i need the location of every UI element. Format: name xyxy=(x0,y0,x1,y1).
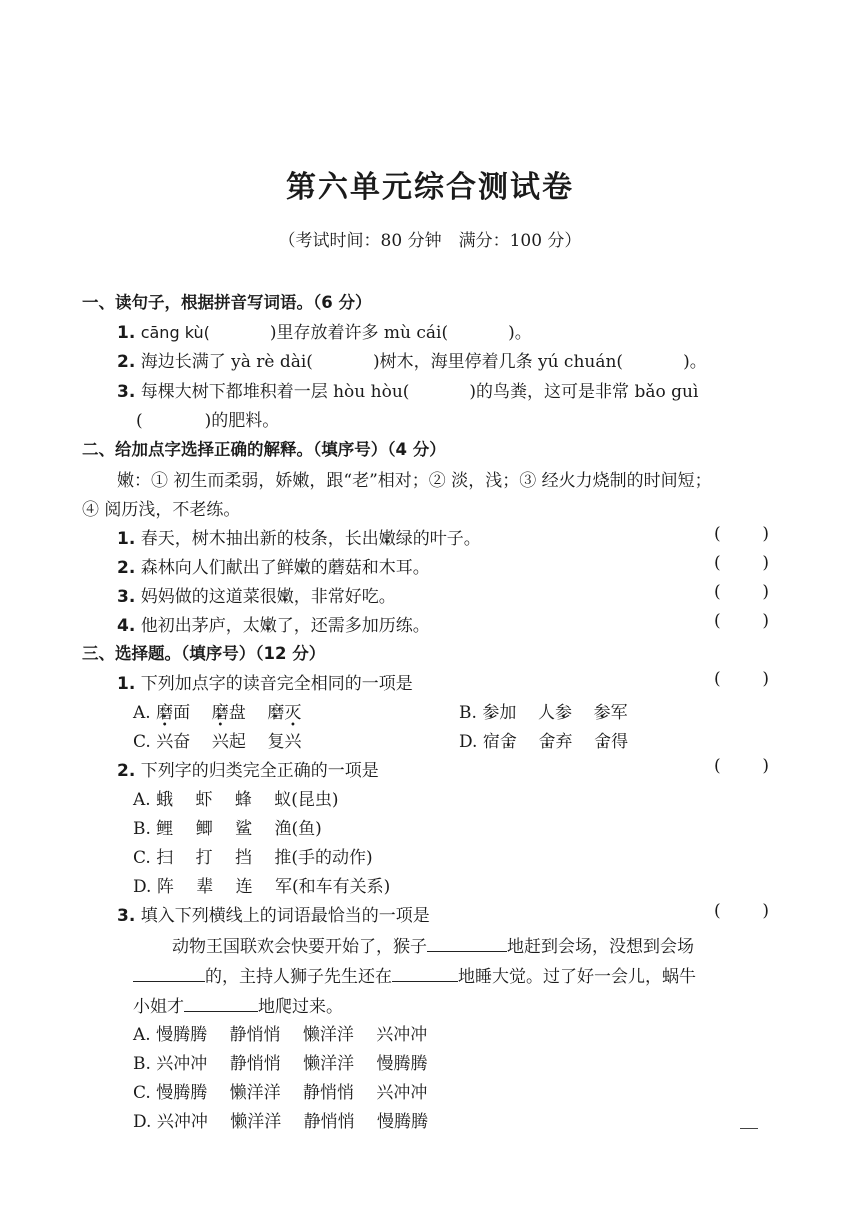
option-b[interactable]: B. 兴冲冲 静悄悄 懒洋洋 慢腾腾 xyxy=(133,1054,428,1074)
answer-parentheses[interactable] xyxy=(714,611,769,631)
s3-question-3 xyxy=(117,901,430,926)
option-a[interactable]: A. 慢腾腾 静悄悄 懒洋洋 兴冲冲 xyxy=(133,1025,428,1045)
dotted-char: 舍 xyxy=(499,732,517,752)
question-text: 每棵大树下都堆积着一层 hòu hòu( xyxy=(140,382,410,402)
option-d[interactable]: D. 兴冲冲 懒洋洋 静悄悄 慢腾腾 xyxy=(133,1112,429,1132)
dotted-char: 嫩 xyxy=(378,529,396,549)
paren-open: ( xyxy=(714,582,721,602)
question-number: 4. xyxy=(117,616,136,636)
paren-open: ( xyxy=(714,524,721,544)
dotted-char: 嫩 xyxy=(293,558,311,578)
dotted-char: 参 xyxy=(482,703,500,723)
passage-text: 小姐才 xyxy=(133,997,184,1017)
paren-open: ( xyxy=(714,611,721,631)
question-text: )的鸟粪，这可是非常 bǎo guì xyxy=(469,382,699,402)
dotted-char: 嫩 xyxy=(259,616,277,636)
question-text: )里存放着许多 mù cái( xyxy=(269,323,449,343)
fill-blank[interactable] xyxy=(427,935,507,952)
question-text: 春天，树木抽出新的枝条，长出 xyxy=(140,529,379,549)
paren-open: ( xyxy=(714,553,721,573)
question-text: 他初出茅庐，太 xyxy=(140,616,260,636)
dotted-char: 磨 xyxy=(211,703,229,723)
question-number: 1. xyxy=(117,674,136,694)
char: 人 xyxy=(537,703,555,723)
char: 复 xyxy=(267,732,285,752)
dotted-char: 嫩 xyxy=(276,587,294,607)
option-d[interactable] xyxy=(459,727,628,752)
question-number: 2. xyxy=(117,761,136,781)
char: 起 xyxy=(228,732,246,752)
answer-parentheses[interactable] xyxy=(714,756,769,776)
definition-line-2: ④ 阅历浅，不老练。 xyxy=(82,500,241,520)
section-2-heading: 二、给加点字选择正确的解释。（填序号）（4 分） xyxy=(82,440,446,459)
option-letter: A. xyxy=(133,703,151,723)
option-a[interactable]: A. 蛾 虾 蜂 蚁(昆虫) xyxy=(133,790,339,810)
section-1-heading: 一、读句子，根据拼音写词语。（6 分） xyxy=(82,293,372,312)
char: 宿 xyxy=(482,732,500,752)
passage-text: 地爬过来。 xyxy=(258,997,343,1017)
paren-close: ) xyxy=(762,611,769,631)
passage-line-2 xyxy=(133,962,696,987)
question-text: 妈妈做的这道菜很 xyxy=(140,587,277,607)
question-text: 了，还需多加历练。 xyxy=(276,616,430,636)
s1-question-2 xyxy=(117,347,707,372)
dotted-char: 兴 xyxy=(156,732,174,752)
option-letter: B. xyxy=(459,703,477,723)
dotted-char: 兴 xyxy=(284,732,302,752)
passage-text: 动物王国联欢会快要开始了，猴子 xyxy=(172,937,427,957)
dotted-char: 参 xyxy=(593,703,611,723)
page-corner-mark xyxy=(740,1128,758,1129)
definition-line-1: 嫩：① 初生而柔弱，娇嫩，跟“老”相对；② 淡，浅；③ 经火力烧制的时间短； xyxy=(117,471,712,491)
question-text: 填入下列横线上的词语最恰当的一项是 xyxy=(140,906,430,926)
question-text: ( xyxy=(136,411,143,431)
paren-close: ) xyxy=(762,901,769,921)
answer-parentheses[interactable] xyxy=(714,901,769,921)
fill-blank[interactable] xyxy=(184,995,258,1012)
option-c[interactable]: C. 扫 打 挡 推(手的动作) xyxy=(133,848,373,868)
s1-question-1 xyxy=(117,318,532,343)
option-b[interactable] xyxy=(459,698,628,723)
paren-open: ( xyxy=(714,669,721,689)
s1-question-3-cont xyxy=(136,406,279,431)
dotted-char: 兴 xyxy=(211,732,229,752)
passage-line-1 xyxy=(172,932,694,957)
option-b[interactable]: B. 鲤 鲫 鲨 渔(鱼) xyxy=(133,819,322,839)
char: 得 xyxy=(611,732,629,752)
question-text: )。 xyxy=(683,352,707,372)
page-title: 第六单元综合测试卷 xyxy=(286,170,574,205)
paren-open: ( xyxy=(714,756,721,776)
question-text: 绿的叶子。 xyxy=(395,529,481,549)
option-letter: C. xyxy=(133,732,151,752)
option-letter: D. xyxy=(459,732,478,752)
char: 加 xyxy=(499,703,517,723)
s2-item xyxy=(117,524,481,549)
pinyin-text: cāng kù( xyxy=(140,323,210,342)
paren-open: ( xyxy=(714,901,721,921)
s3-question-2 xyxy=(117,756,379,781)
char: 奋 xyxy=(173,732,191,752)
question-text: 海边长满了 yà rè dài( xyxy=(140,352,313,372)
question-text: 下列加点字的读音完全相同的一项是 xyxy=(140,674,413,694)
section-3-heading: 三、选择题。（填序号）（12 分） xyxy=(82,644,326,663)
option-d[interactable]: D. 阵 辈 连 军(和车有关系) xyxy=(133,877,391,897)
question-text: 森林向人们献出了鲜 xyxy=(140,558,294,578)
s2-item xyxy=(117,553,430,578)
paren-close: ) xyxy=(762,756,769,776)
answer-parentheses[interactable] xyxy=(714,553,769,573)
question-number: 2. xyxy=(117,558,136,578)
question-number: 3. xyxy=(117,382,136,402)
answer-parentheses[interactable] xyxy=(714,669,769,689)
paren-close: ) xyxy=(762,669,769,689)
question-number: 1. xyxy=(117,323,136,343)
question-number: 3. xyxy=(117,906,136,926)
question-text: 下列字的归类完全正确的一项是 xyxy=(140,761,379,781)
dotted-char: 磨 xyxy=(156,703,174,723)
exam-info: （考试时间：80 分钟 满分：100 分） xyxy=(278,231,582,251)
char: 灭 xyxy=(284,703,302,723)
option-c[interactable]: C. 慢腾腾 懒洋洋 静悄悄 兴冲冲 xyxy=(133,1083,428,1103)
dotted-char: 舍 xyxy=(538,732,556,752)
question-number: 2. xyxy=(117,352,136,372)
paren-close: ) xyxy=(762,553,769,573)
question-text: )。 xyxy=(508,323,532,343)
dotted-char: 磨 xyxy=(267,703,285,723)
question-text: ，非常好吃。 xyxy=(293,587,396,607)
answer-parentheses[interactable] xyxy=(714,524,769,544)
question-number: 3. xyxy=(117,587,136,607)
char: 盘 xyxy=(228,703,246,723)
passage-text: 地赶到会场，没想到会场 xyxy=(507,937,694,957)
s1-question-3 xyxy=(117,377,698,402)
passage-text: 的，主持人狮子先生还在 xyxy=(205,967,392,987)
s3-question-1 xyxy=(117,669,413,694)
question-number: 1. xyxy=(117,529,136,549)
s2-item xyxy=(117,611,430,636)
passage-line-3 xyxy=(133,992,343,1017)
char: 弃 xyxy=(555,732,573,752)
passage-text: 地睡大觉。过了好一会儿，蜗牛 xyxy=(458,967,696,987)
char: 军 xyxy=(610,703,628,723)
answer-parentheses[interactable] xyxy=(714,582,769,602)
s2-item xyxy=(117,582,396,607)
char: 面 xyxy=(173,703,191,723)
dotted-char: 舍 xyxy=(594,732,612,752)
dotted-char: 参 xyxy=(554,703,572,723)
question-text: )的肥料。 xyxy=(204,411,280,431)
paren-close: ) xyxy=(762,524,769,544)
fill-blank[interactable] xyxy=(392,965,458,982)
paren-close: ) xyxy=(762,582,769,602)
question-text: 的蘑菇和木耳。 xyxy=(310,558,430,578)
fill-blank[interactable] xyxy=(133,965,205,982)
option-c[interactable] xyxy=(133,727,301,752)
question-text: )树木，海里停着几条 yú chuán( xyxy=(372,352,624,372)
